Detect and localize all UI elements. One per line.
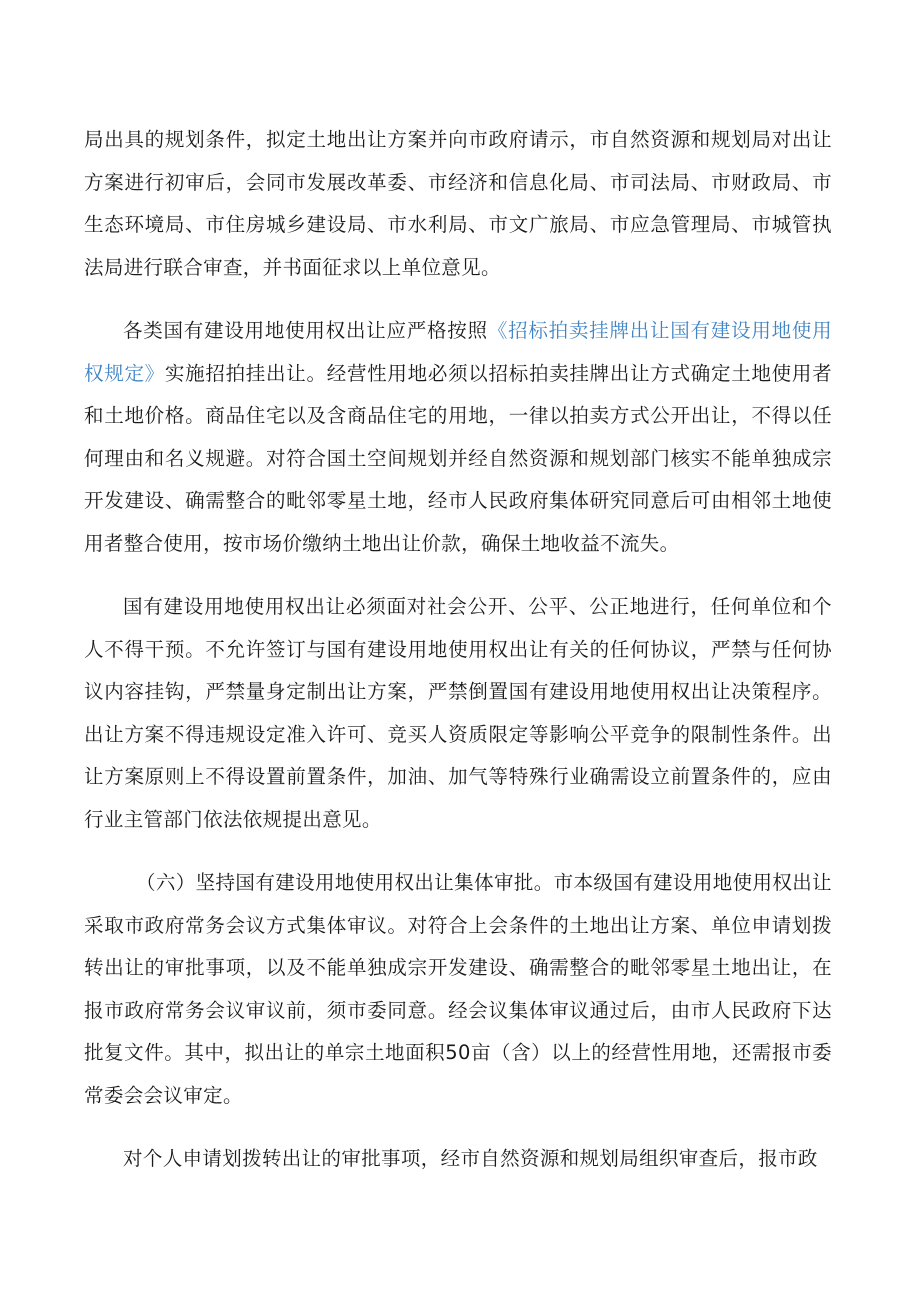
- paragraph-3: 国有建设用地使用权出让必须面对社会公开、公平、公正地进行，任何单位和个人不得干预。不允许签订与国有建设用地使用权出让有关的任何协议，严禁与任何协议内容挂钩，严禁量身定制出让方案，严禁倒置国有建设用地使用权出让决策程序。出让方案不得违规设定准入许可、竞买人资质限定等影响公平竞争的限制性条件。出让方案原则上不得设置前置条件，加油、加气等特殊行业确需设立前置条件的，应由行业主管部门依法依规提出意见。: [84, 595, 832, 831]
- paragraph-2-lead: 各类国有建设用地使用权出让应严格按照: [123, 319, 488, 342]
- regulation-link[interactable]: 《招标拍卖挂牌出让国有建设用地使用权规定》: [84, 319, 832, 385]
- paragraph-2-rest: 实施招拍挂出让。经营性用地必须以招标拍卖挂牌出让方式确定土地使用者和土地价格。商品住宅以及含商品住宅的用地，一律以拍卖方式公开出让，不得以任何理由和名义规避。对符合国土空间规划并经自然资源和规划部门核实不能单独成宗开发建设、确需整合的毗邻零星土地，经市人民政府集体研究同意后可由相邻土地使用者整合使用，按市场价缴纳土地出让价款，确保土地收益不流失。: [84, 361, 832, 555]
- paragraph-1: 局出具的规划条件，拟定土地出让方案并向市政府请示，市自然资源和规划局对出让方案进行初审后，会同市发展改革委、市经济和信息化局、市司法局、市财政局、市生态环境局、市住房城乡建设局、市水利局、市文广旅局、市应急管理局、市城管执法局进行联合审查，并书面征求以上单位意见。: [84, 128, 832, 279]
- paragraph-5: 对个人申请划拨转出让的审批事项，经市自然资源和规划局组织审查后，报市政: [123, 1147, 818, 1170]
- section-6-paragraph: （六）坚持国有建设用地使用权出让集体审批。市本级国有建设用地使用权出让采取市政府常务会议方式集体审议。对符合上会条件的土地出让方案、单位申请划拨转出让的审批事项，以及不能单独成宗开发建设、确需整合的毗邻零星土地出让，在报市政府常务会议审议前，须市委同意。经会议集体审议通过后，由市人民政府下达批复文件。其中，拟出让的单宗土地面积50亩（含）以上的经营性用地，还需报市委常委会会议审定。: [84, 871, 832, 1107]
- paragraph-2: [84, 310, 832, 565]
